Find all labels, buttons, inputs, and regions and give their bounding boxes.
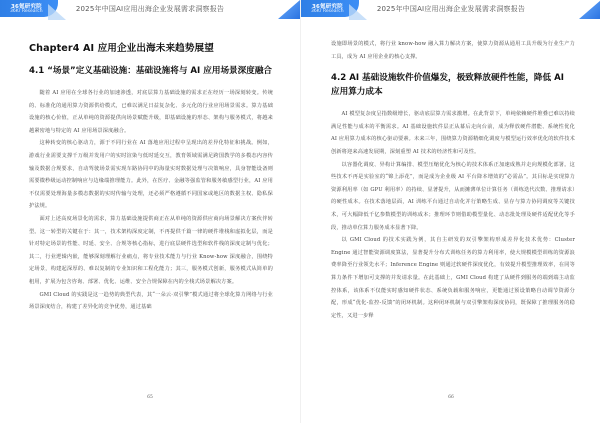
report-title: 2025年中国AI应用出海企业发展需求洞察报告 bbox=[376, 5, 526, 13]
page-header bbox=[301, 0, 600, 18]
section-title: 4.2 AI 基础设施软件价值爆发，极致释放硬件性能，降低 AI 应用算力成本 bbox=[331, 73, 564, 98]
right-page bbox=[300, 0, 600, 423]
paragraph: GMI Cloud 的实践是这一趋势的典型代表，其“一朵云·双引擎”模式通过将全球化算力网络与行业场景深度结合，构建了差异化的竞争优势，通过基础 bbox=[29, 291, 273, 311]
paragraph: 面对上述高度场景化的需求，算力基础设施提供商正在从单纯的资源供应商向场景解决方案伙伴转型。这一转型的关键在于：其一，技术架构深度定制，不再提供千篇一律的硬件堆栈和虚拟化层，而是针对特定场景的性能、时延、安全、合规等核心指标，进行底层硬件选型和软件栈的深度定制与优化；其二，行业逻辑内嵌，能够深刻理解行业痛点，将专业技术能力与行业 Know-how 深度融合，围绕特定场景，构建起深厚的、难以复制的专业知识和工程化能力；其三，服务模式创新，服务模式从简单的租用，扩展为包含咨询、部署、优化、运维、安全合规保障在内的全栈式场景解决方案。 bbox=[29, 215, 273, 285]
page-header bbox=[0, 0, 300, 18]
chapter-title: Chapter4 AI 应用企业出海未来趋势展望 bbox=[29, 43, 214, 54]
left-content bbox=[29, 40, 273, 314]
paragraph: 以 GMI Cloud 的技术实践为例，其自主研发的双引擎架构形成差异化技术优势：Cluster Engine 通过智能资源调度算法，显著提升分布式训练任务的算力利用率，使大规模模型训练的资源浪费率降至行业领先水平；Inference Engine 则通过软硬件深度优化，有效提升模型推理效率，在同等算力条件下增加可支撑的并发请求量。在此基础上，GMI Cloud 构建了从硬件到服务的端到端主动监控体系，该体系不仅能实时感知硬件状态、系统负载和服务响应，更能通过预设策略自动调节资源分配，形成“优化-监控-反馈”的闭环机制。这种闭环机制与双引擎架构深度协同，既保障了推理服务的稳定性，又进一步释 bbox=[331, 237, 575, 319]
right-content bbox=[331, 38, 575, 322]
logo-cn: 36氪研究院 bbox=[11, 4, 42, 10]
paragraph-continuation: 设施即场景的模式，将行业 know-how 融入算力解决方案，使算力资源从通用工具升级为行业生产力工具，成为 AI 应用企业的核心支撑。 bbox=[331, 41, 575, 60]
logo-en: 36Kr Research bbox=[311, 9, 344, 14]
page-number: 66 bbox=[448, 395, 454, 400]
section-title: 4.1 “场景”定义基础设施：基础设施将与 AI 应用场景深度融合 bbox=[29, 66, 273, 76]
paragraph: 随着 AI 应用在全球各行业的加速渗透，对底层算力基础设施的需求正在经历一场深刻转变。传统的、标准化的通用算力资源供给模式，已难以满足日益复杂化、多元化的行业应用场景需求。算力基础设施的核心价值，正从单纯的资源提供向场景赋能升级，即基础设施的形态、架构与服务模式，将越来越紧密地与特定的 AI 应用场景深度融合。 bbox=[29, 90, 273, 134]
paragraph: 这种转变的核心驱动力，源于不同行业在 AI 落地应用过程中呈现出的差异化特征和挑战。例如，游戏行业需要支撑千万级并发用户的实时渲染与低时延交互，教育领域需满足跨国教学的多模态内容传输及数据合规要求，自动驾驶场景需实现车路协同中的海量实时数据处理与决策响应，具身智能设备则需要微秒级运动控制响应与边缘端推理能力。此外，在医疗、金融等强监管和服务敏感型行业，AI 应用不仅需要处理海量多模态数据的实时传输与处理，还必须严格遵循不同国家或地区的数据主权、隐私保护法规。 bbox=[29, 140, 273, 210]
paragraph: 以容器化调度、异构计算编排、模型压缩优化为核心的技术体系正加速成熟并走向规模化部署。这些技术不再是实验室的“锦上添花”，而是成为企业级 AI 平台降本增效的“必需品”。其目标是实现算力资源利用率（如 GPU 利用率）的持续、显著提升，从而摊薄单位计算任务（训练迭代次数、推理请求）的硬性成本。在技术落地层面，AI 训练平台通过自动化并行策略生成、显存与算力协同调度等关键技术，可大幅降低千亿参数模型的训练成本；推理环节则借助模型量化、动态批处理及硬件适配优化等手段，推动单位算力服务成本显著下降。 bbox=[331, 161, 575, 231]
page-number: 65 bbox=[147, 395, 153, 400]
logo-en: 36Kr Research bbox=[10, 9, 43, 14]
report-title: 2025年中国AI应用出海企业发展需求洞察报告 bbox=[75, 5, 225, 13]
logo-cn: 36氪研究院 bbox=[312, 4, 343, 10]
paragraph: AI 模型复杂度呈指数级增长，驱动底层算力需求激增。在此背景下，单纯依赖硬件堆叠已难以持续满足性能与成本的平衡需求。AI 基础设施软件层正从幕后走向台前，成为释放硬件潜能、系统性优化 AI 应用算力成本的核心驱动要素。未来三年，围绕算力资源精细化调度与模型运行效率优化的软件技术创新将迎来高速发展期，深刻重塑 AI 技术的经济性和可及性。 bbox=[331, 111, 575, 155]
